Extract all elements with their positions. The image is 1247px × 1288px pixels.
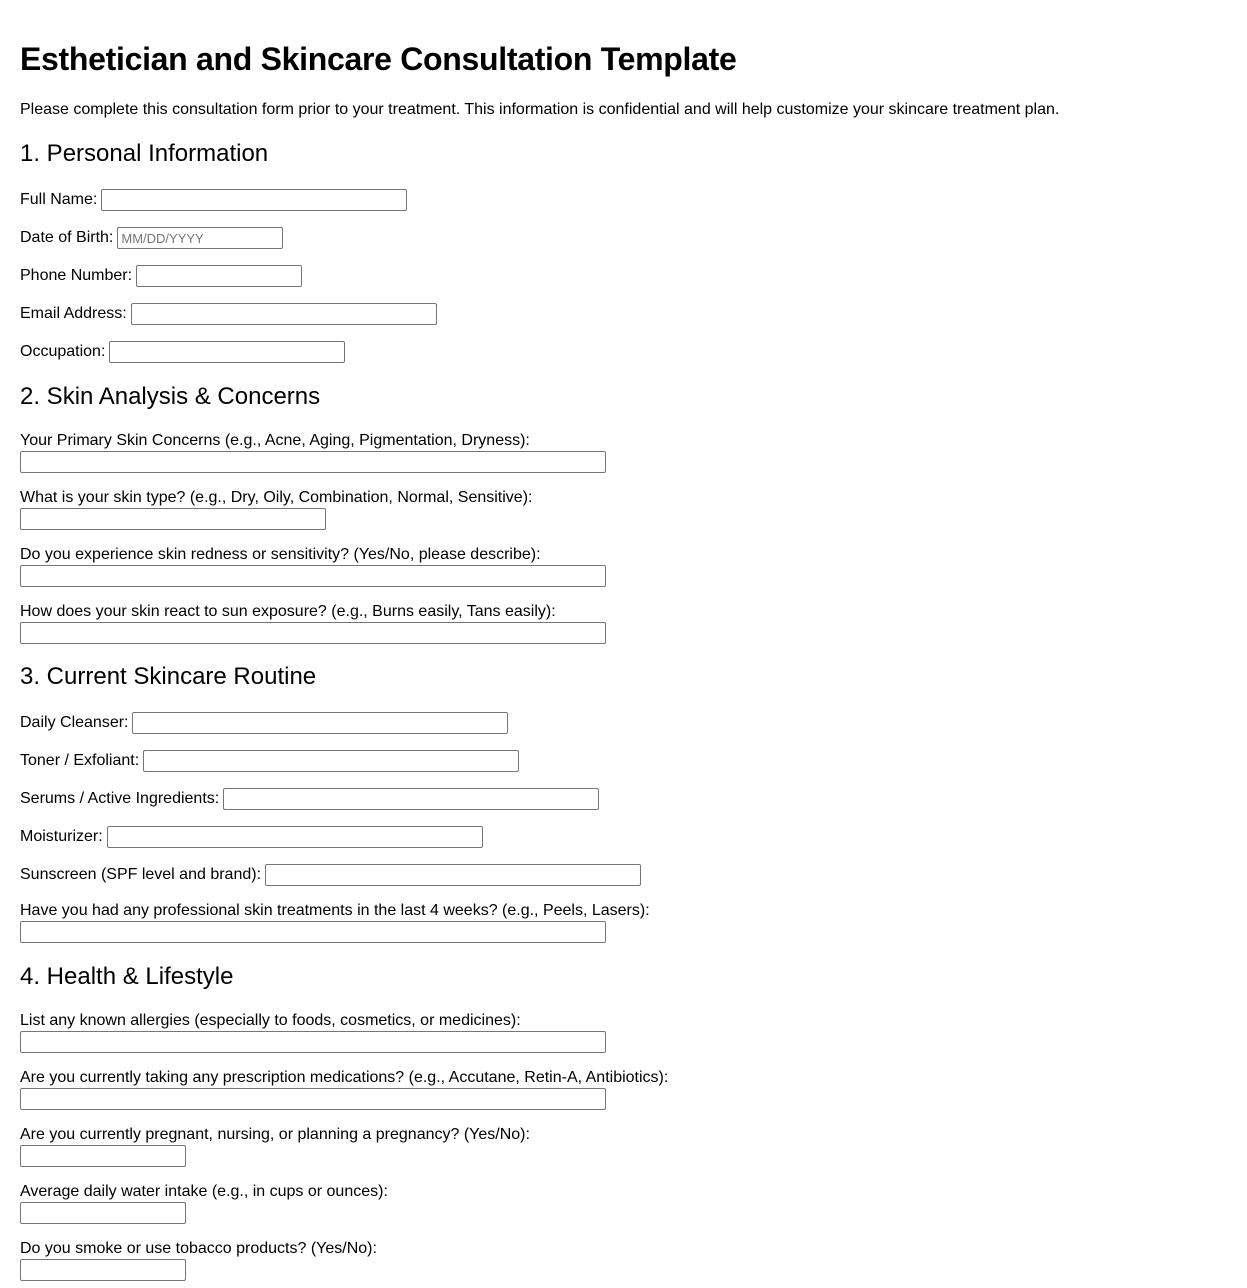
skin-concerns-group: [20, 431, 606, 473]
moisturizer-input[interactable]: [107, 826, 483, 848]
medications-label: Are you currently taking any prescription medications? (e.g., Accutane, Retin-A, Antibiotics):: [20, 1069, 669, 1086]
serums-input[interactable]: [223, 788, 599, 810]
cleanser-label: Daily Cleanser:: [20, 714, 129, 731]
email-row: [20, 303, 437, 325]
skin-type-input[interactable]: [20, 508, 326, 530]
dob-row: [20, 227, 283, 249]
dob-label: Date of Birth:: [20, 229, 114, 246]
smoking-label: Do you smoke or use tobacco products? (Yes/No):: [20, 1240, 377, 1257]
phone-label: Phone Number:: [20, 267, 133, 284]
medications-input[interactable]: [20, 1088, 606, 1110]
occupation-label: Occupation:: [20, 343, 106, 360]
email-input[interactable]: [131, 303, 437, 325]
allergies-input[interactable]: [20, 1031, 606, 1053]
smoking-input[interactable]: [20, 1259, 186, 1281]
treatments-group: [20, 901, 650, 943]
sunscreen-input[interactable]: [265, 864, 641, 886]
pregnancy-input[interactable]: [20, 1145, 186, 1167]
smoking-group: [20, 1239, 377, 1281]
skin-redness-group: [20, 545, 606, 587]
full-name-row: [20, 189, 407, 211]
cleanser-input[interactable]: [132, 712, 508, 734]
section-heading-skin: 2. Skin Analysis & Concerns: [20, 383, 321, 410]
intro-text: Please complete this consultation form prior to your treatment. This information is confidential and will help customize your skincare treatment plan.: [20, 101, 1060, 118]
sunscreen-row: [20, 864, 641, 886]
full-name-label: Full Name:: [20, 191, 98, 208]
full-name-input[interactable]: [101, 189, 407, 211]
sun-reaction-group: [20, 602, 606, 644]
occupation-row: [20, 341, 345, 363]
occupation-input[interactable]: [109, 341, 345, 363]
treatments-label: Have you had any professional skin treatments in the last 4 weeks? (e.g., Peels, Lasers):: [20, 902, 650, 919]
skin-concerns-label: Your Primary Skin Concerns (e.g., Acne, Aging, Pigmentation, Dryness):: [20, 432, 530, 449]
water-intake-input[interactable]: [20, 1202, 186, 1224]
treatments-input[interactable]: [20, 921, 606, 943]
serums-label: Serums / Active Ingredients:: [20, 790, 220, 807]
allergies-label: List any known allergies (especially to foods, cosmetics, or medicines):: [20, 1012, 521, 1029]
moisturizer-label: Moisturizer:: [20, 828, 103, 845]
sunscreen-label: Sunscreen (SPF level and brand):: [20, 866, 262, 883]
skin-concerns-input[interactable]: [20, 451, 606, 473]
pregnancy-label: Are you currently pregnant, nursing, or planning a pregnancy? (Yes/No):: [20, 1126, 530, 1143]
email-label: Email Address:: [20, 305, 127, 322]
section-heading-personal: 1. Personal Information: [20, 140, 269, 167]
serums-row: [20, 788, 599, 810]
phone-row: [20, 265, 302, 287]
medications-group: [20, 1068, 668, 1110]
skin-type-group: [20, 488, 532, 530]
section-heading-routine: 3. Current Skincare Routine: [20, 663, 317, 690]
dob-input[interactable]: [117, 227, 283, 249]
section-heading-health: 4. Health & Lifestyle: [20, 963, 234, 990]
cleanser-row: [20, 712, 508, 734]
pregnancy-group: [20, 1125, 530, 1167]
sun-reaction-label: How does your skin react to sun exposure? (e.g., Burns easily, Tans easily):: [20, 603, 556, 620]
toner-row: [20, 750, 519, 772]
toner-input[interactable]: [143, 750, 519, 772]
water-intake-group: [20, 1182, 388, 1224]
toner-label: Toner / Exfoliant:: [20, 752, 140, 769]
water-intake-label: Average daily water intake (e.g., in cups or ounces):: [20, 1183, 388, 1200]
phone-input[interactable]: [136, 265, 302, 287]
moisturizer-row: [20, 826, 483, 848]
skin-type-label: What is your skin type? (e.g., Dry, Oily, Combination, Normal, Sensitive):: [20, 489, 533, 506]
allergies-group: [20, 1011, 606, 1053]
page-title: Esthetician and Skincare Consultation Template: [20, 41, 737, 77]
sun-reaction-input[interactable]: [20, 622, 606, 644]
skin-redness-label: Do you experience skin redness or sensitivity? (Yes/No, please describe):: [20, 546, 541, 563]
skin-redness-input[interactable]: [20, 565, 606, 587]
